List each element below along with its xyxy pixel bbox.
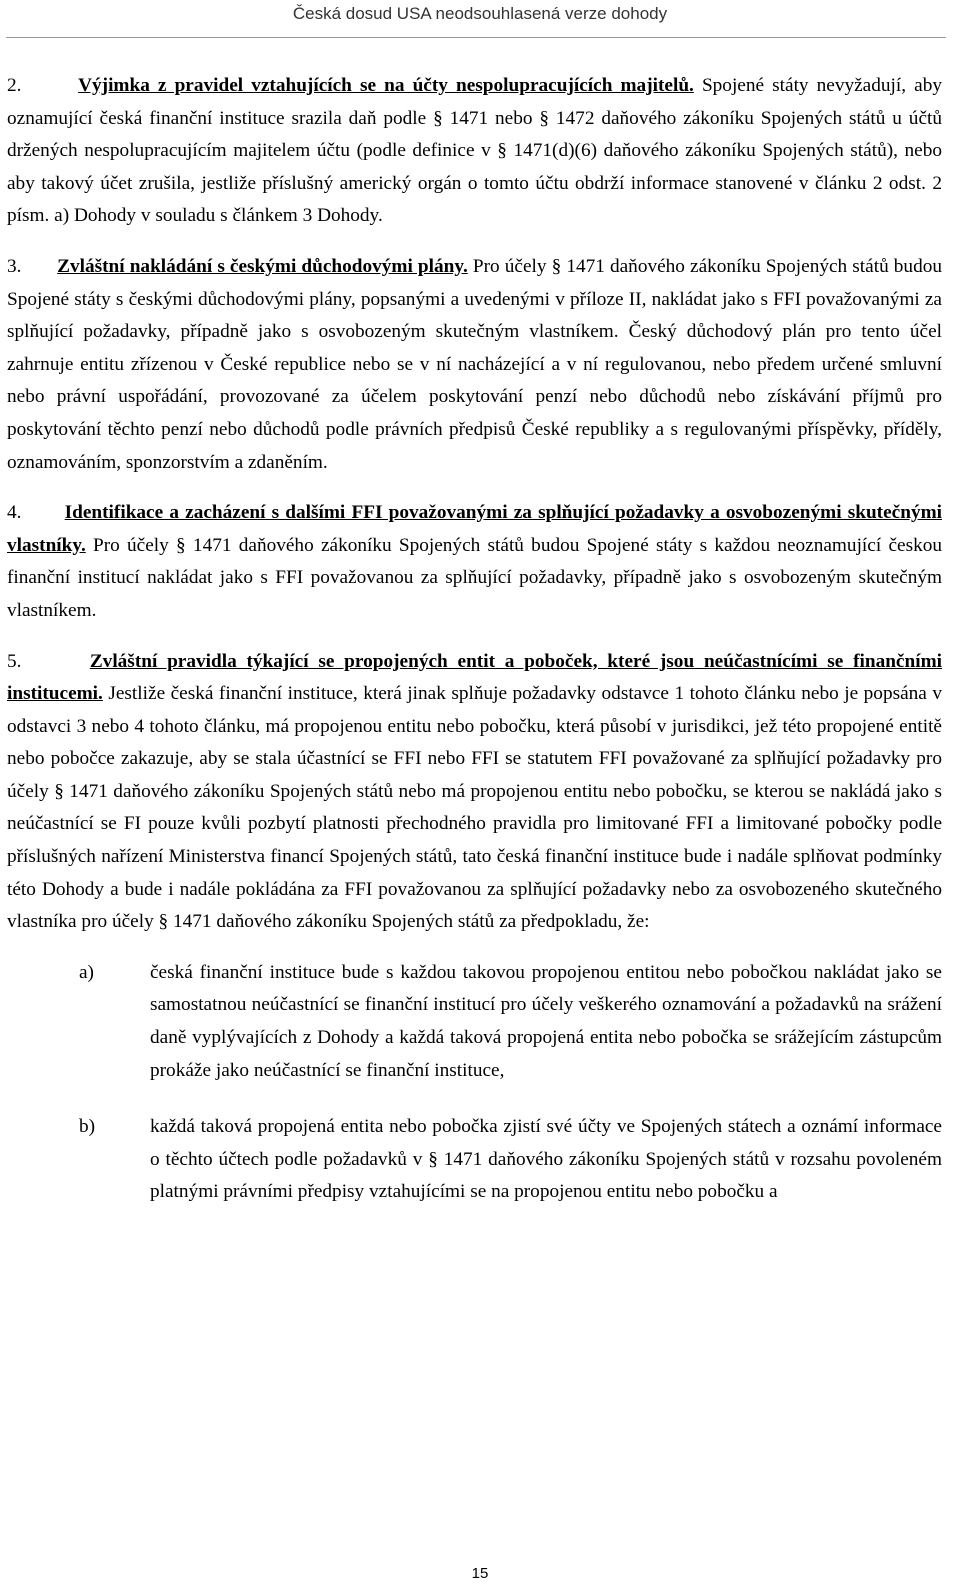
section-heading: Zvláštní nakládání s českými důchodovými plány. <box>57 255 468 277</box>
section-4 <box>7 497 942 627</box>
list-item-b <box>7 1111 942 1209</box>
section-heading: Zvláštní pravidla týkající se propojených entit a poboček, které jsou neúčastnícími se finančními institucemi. <box>7 650 942 705</box>
section-number: 5. <box>7 650 22 672</box>
running-header: Česká dosud USA neodsouhlasená verze dohody <box>292 4 668 23</box>
section-number: 3. <box>7 255 22 277</box>
section-heading: Identifikace a zacházení s dalšími FFI považovanými za splňující požadavky a osvobozenými skutečnými vlastníky. <box>7 502 943 556</box>
section-5 <box>7 646 942 939</box>
page-number: 15 <box>471 1565 489 1582</box>
section-number: 4. <box>7 502 22 524</box>
document-body <box>7 70 942 1233</box>
section-heading: Výjimka z pravidel vztahujících se na účty nespolupracujících majitelů. <box>78 75 694 96</box>
list-item-text: každá taková propojená entita nebo pobočka zjistí své účty ve Spojených státech a oznámí informace o těchto účtech podle požadavků v § 1471 daňového zákoníku Spojených států v rozsahu povoleném platnými právními předpisy vztahujícími se na propojenou entitu nebo pobočku a <box>150 1116 942 1203</box>
section-text: Pro účely § 1471 daňového zákoníku Spojených států budou Spojené státy s každou neoznamující českou finanční institucí nakládat jako s FFI považovanou za splňující požadavky, případně jako s osvobozeným skutečným vlastníkem. <box>7 534 942 621</box>
section-number: 2. <box>7 75 22 96</box>
list-item-text: česká finanční instituce bude s každou takovou propojenou entitou nebo pobočkou nakládat jako se samostatnou neúčastnící se finanční institucí pro účely veškerého oznamování a požadavků na srážení daně vyplývajících z Dohody a každá taková propojená entita nebo pobočka se srážejícím zástupcům prokáže jako neúčastnící se finanční instituce, <box>150 961 942 1081</box>
section-2 <box>7 70 942 233</box>
header-divider <box>6 37 946 38</box>
list-label: b) <box>79 1116 96 1138</box>
section-text: Pro účely § 1471 daňového zákoníku Spojených států budou Spojené státy s českými důchodovými plány, popsanými a uvedenými v příloze II, nakládat jako s FFI považovanými za splňující požadavky, případně jako s osvobozeným skutečným vlastníkem. Český důchodový plán pro tento účel zahrnuje entitu zřízenou v České republice nebo se v ní nacházející a v ní regulovanou, nebo předem určené smluvní nebo právní uspořádání, provozované za účelem poskytování penzí nebo důchodů nebo získávání příjmů pro poskytování těchto penzí nebo důchodů podle právních předpisů České republiky a s regulovanými příspěvky, příděly, oznamováním, sponzorstvím a zdaněním. <box>7 255 942 473</box>
section-text: Spojené státy nevyžadují, aby oznamující česká finanční instituce srazila daň podle § 1471 nebo § 1472 daňového zákoníku Spojených států u účtů držených nespolupracujícím majitelem účtu (podle definice v § 1471(d)(6) daňového zákoníku Spojených států), nebo aby takový účet zrušila, jestliže příslušný americký orgán o tomto účtu obdrží informace stanovené v článku 2 odst. 2 písm. a) Dohody v souladu s článkem 3 Dohody. <box>7 75 942 227</box>
section-3 <box>7 251 942 479</box>
list-label: a) <box>79 961 94 983</box>
section-text: Jestliže česká finanční instituce, která jinak splňuje požadavky odstavce 1 tohoto článku nebo je popsána v odstavci 3 nebo 4 tohoto článku, má propojenou entitu nebo pobočku, která působí v jurisdikci, jež této propojené entitě nebo pobočce zakazuje, aby se stala účastnící se FFI nebo FFI se statutem FFI považované za splňující požadavky pro účely § 1471 daňového zákoníku Spojených států nebo má propojenou entitu nebo pobočku, se kterou se nakládá jako s neúčastnící se FI pouze kvůli pozbytí platnosti přechodného pravidla pro limitované FFI a limitované pobočky podle příslušných nařízení Ministerstva financí Spojených států, tato česká finanční instituce bude i nadále splňovat podmínky této Dohody a bude i nadále pokládána za FFI považovanou za splňující požadavky nebo za osvobozeného skutečného vlastníka pro účely § 1471 daňového zákoníku Spojených států za předpokladu, že: <box>7 683 942 933</box>
list-item-a <box>7 957 942 1087</box>
